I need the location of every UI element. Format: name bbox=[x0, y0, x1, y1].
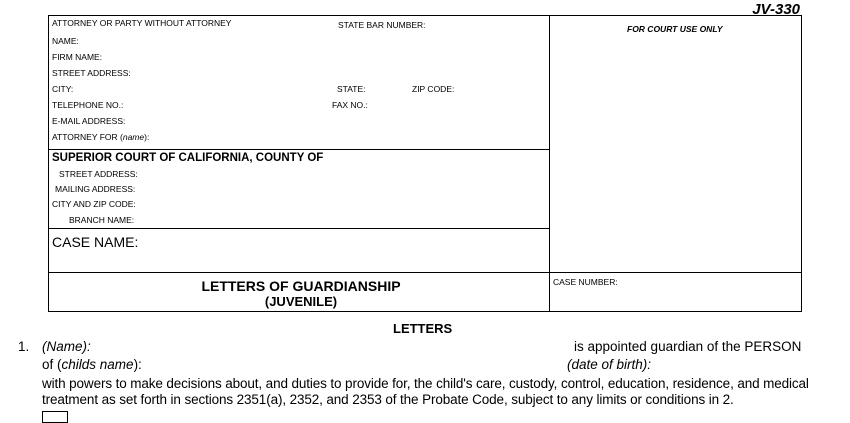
divider-casename-title bbox=[48, 272, 802, 273]
court-title: SUPERIOR COURT OF CALIFORNIA, COUNTY OF bbox=[52, 152, 324, 164]
city-label: CITY: bbox=[52, 84, 74, 94]
name-label: NAME: bbox=[52, 36, 79, 46]
court-use-label: FOR COURT USE ONLY bbox=[627, 24, 723, 34]
divider-court-casename bbox=[48, 228, 550, 229]
item1-appointed-text: is appointed guardian of the PERSON bbox=[574, 339, 802, 354]
column-divider bbox=[549, 15, 550, 312]
case-number-label: CASE NUMBER: bbox=[553, 277, 618, 287]
item1-powers-line1: with powers to make decisions about, and duties to provide for, the child's care, custody, control, education, residence, and medical bbox=[42, 376, 809, 391]
court-city-zip-label: CITY AND ZIP CODE: bbox=[52, 199, 136, 209]
document-subtitle: (JUVENILE) bbox=[264, 294, 338, 309]
fax-label: FAX NO.: bbox=[332, 100, 368, 110]
state-bar-number-label: STATE BAR NUMBER: bbox=[338, 20, 426, 30]
case-name-label: CASE NAME: bbox=[52, 234, 139, 250]
email-label: E-MAIL ADDRESS: bbox=[52, 116, 126, 126]
item1-childs-name-label: of (childs name): bbox=[42, 357, 142, 372]
letters-heading: LETTERS bbox=[393, 321, 453, 336]
firm-name-label: FIRM NAME: bbox=[52, 52, 103, 62]
zip-code-label: ZIP CODE: bbox=[412, 84, 455, 94]
form-number: JV-330 bbox=[752, 1, 800, 18]
court-mailing-address-label: MAILING ADDRESS: bbox=[55, 184, 136, 194]
street-address-label: STREET ADDRESS: bbox=[52, 68, 131, 78]
divider-attorney-court bbox=[48, 149, 550, 150]
attorney-heading: ATTORNEY OR PARTY WITHOUT ATTORNEY bbox=[52, 18, 232, 28]
item1-number: 1. bbox=[18, 339, 30, 354]
item1-name-label: (Name): bbox=[42, 339, 91, 354]
item1-date-of-birth-label: (date of birth): bbox=[567, 357, 652, 372]
document-title: LETTERS OF GUARDIANSHIP bbox=[201, 278, 401, 294]
item2-checkbox[interactable] bbox=[42, 411, 68, 423]
court-branch-name-label: BRANCH NAME: bbox=[69, 215, 135, 225]
attorney-for-label: ATTORNEY FOR (name): bbox=[52, 132, 150, 142]
court-street-address-label: STREET ADDRESS: bbox=[59, 169, 138, 179]
telephone-label: TELEPHONE NO.: bbox=[52, 100, 124, 110]
item1-powers-line2: treatment as set forth in sections 2351(a), 2352, and 2353 of the Probate Code, subject to any limits or conditions in 2. bbox=[42, 392, 734, 407]
state-label: STATE: bbox=[337, 84, 366, 94]
